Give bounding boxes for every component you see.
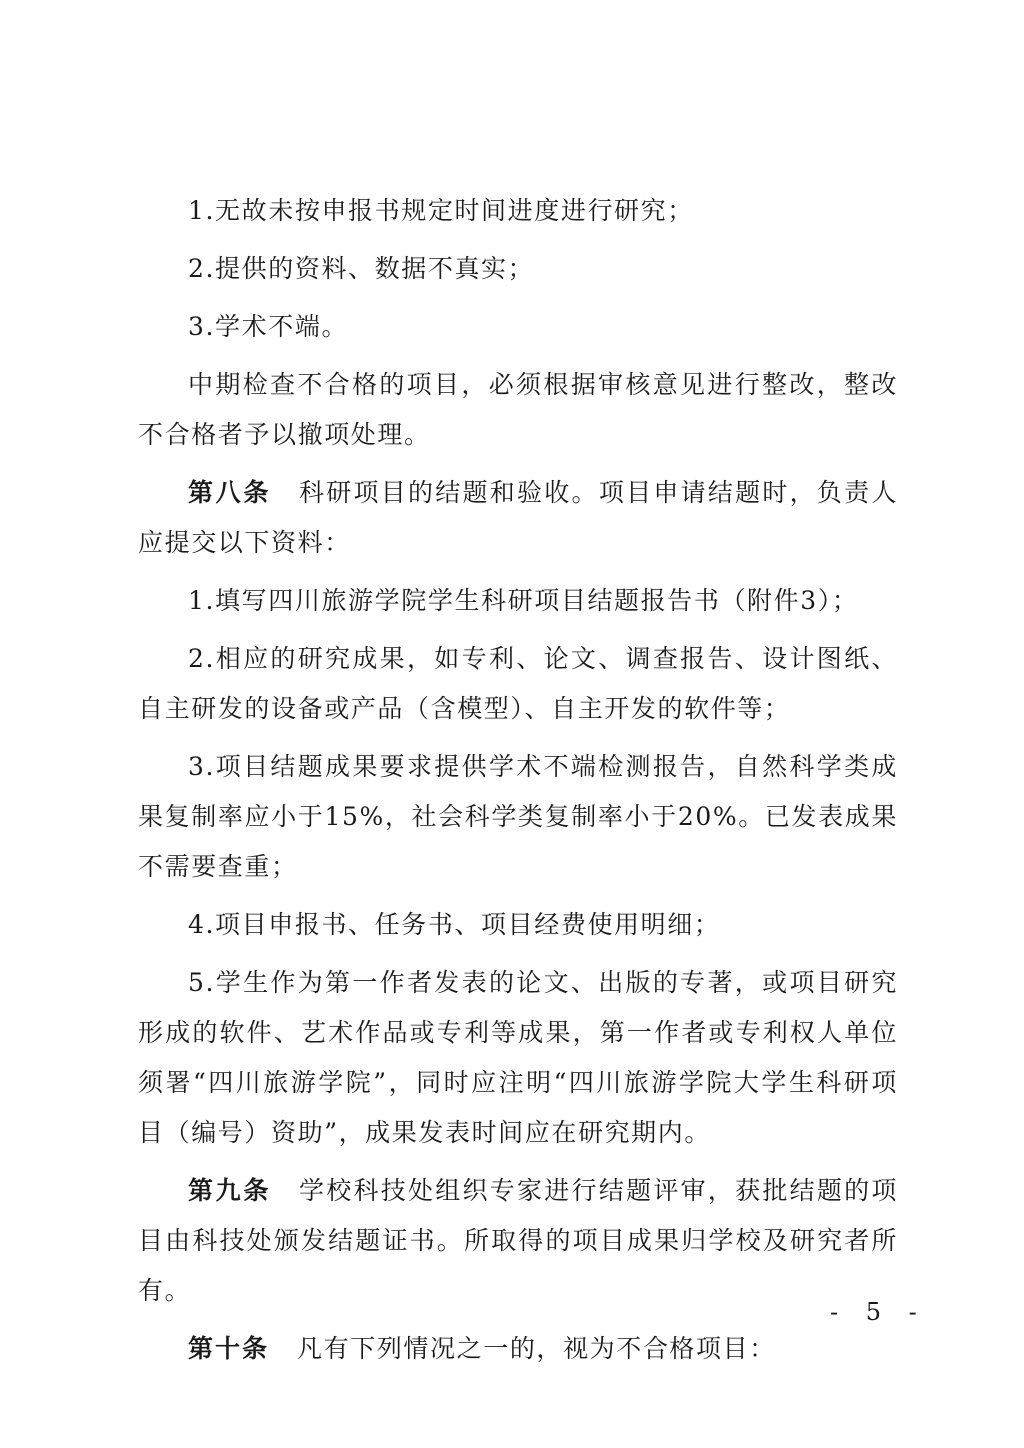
list-item-3 [138,742,898,892]
list-item-4 [138,900,898,950]
list-item-5 [138,958,898,1158]
paragraph-text: 4.项目申报书、任务书、项目经费使用明细； [188,910,721,939]
article-heading: 第十条 [188,1334,270,1363]
paragraph-text: 科研项目的结题和验收。项目申请结题时，负责人应提交以下资料： [138,478,898,557]
paragraph-text: 3.学术不端。 [188,312,349,341]
paragraph-text: 1.填写四川旅游学院学生科研项目结题报告书（附件3）； [188,586,859,615]
list-item-1 [138,186,898,236]
paragraph-text: 2.提供的资料、数据不真实； [188,254,535,283]
document-body [138,186,898,1382]
list-item-2 [138,634,898,734]
paragraph-text: 5.学生作为第一作者发表的论文、出版的专著，或项目研究形成的软件、艺术作品或专利等成果，第一作者或专利权人单位须署“四川旅游学院”，同时应注明“四川旅游学院大学生科研项目（编号）资助”，成果发表时间应在研究期内。 [138,968,898,1147]
paragraph-text: 学校科技处组织专家进行结题评审，获批结题的项目由科技处颁发结题证书。所取得的项目成果归学校及研究者所有。 [138,1176,898,1305]
article-heading: 第九条 [188,1176,271,1205]
list-item-2 [138,244,898,294]
paragraph-text: 3.项目结题成果要求提供学术不端检测报告，自然科学类成果复制率应小于15%，社会科学类复制率小于20%。已发表成果不需要查重； [138,752,898,881]
article-8 [138,468,898,568]
paragraph-text: 凡有下列情况之一的，视为不合格项目： [297,1334,776,1363]
paragraph-text: 中期检查不合格的项目，必须根据审核意见进行整改，整改不合格者予以撤项处理。 [138,370,898,449]
article-heading: 第八条 [188,478,271,507]
list-item-3 [138,302,898,352]
page-number: - 5 - [830,1298,927,1326]
paragraph-text: 2.相应的研究成果，如专利、论文、调查报告、设计图纸、自主研发的设备或产品（含模型）、自主开发的软件等； [138,644,898,723]
paragraph-midterm-rectification [138,360,898,460]
article-9 [138,1166,898,1316]
list-item-1 [138,576,898,626]
paragraph-text: 1.无故未按申报书规定时间进度进行研究； [188,196,694,225]
article-10 [138,1324,898,1374]
